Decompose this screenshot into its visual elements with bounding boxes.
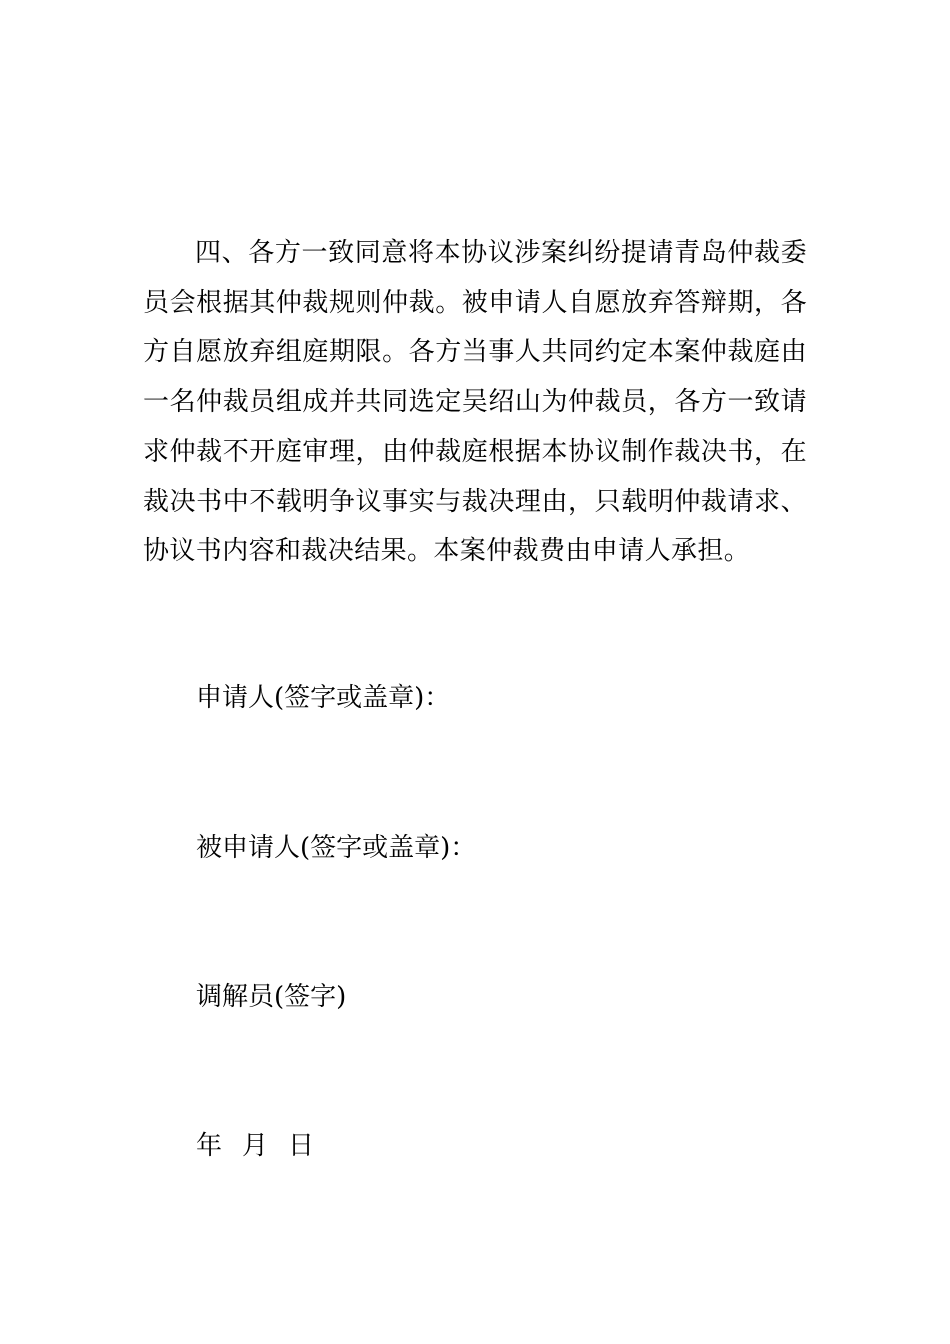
date-year-label: 年 [196,1131,223,1161]
date-month-label: 月 [242,1131,269,1161]
date-line [196,1129,314,1163]
clause-four-paragraph: 四、各方一致同意将本协议涉案纠纷提请青岛仲裁委员会根据其仲裁规则仲裁。被申请人自愿放弃答辩期，各方自愿放弃组庭期限。各方当事人共同约定本案仲裁庭由一名仲裁员组成并共同选定吴绍山为仲裁员，各方一致请求仲裁不开庭审理，由仲裁庭根据本协议制作裁决书，在裁决书中不载明争议事实与裁决理由，只载明仲裁请求、协议书内容和裁决结果。本案仲裁费由申请人承担。 [143,238,807,567]
mediator-signature-label: 调解员(签字) [196,982,347,1012]
date-day-label: 日 [288,1131,315,1161]
applicant-signature-label: 申请人(签字或盖章)： [196,683,451,713]
respondent-signature-label: 被申请人(签字或盖章)： [196,833,477,863]
